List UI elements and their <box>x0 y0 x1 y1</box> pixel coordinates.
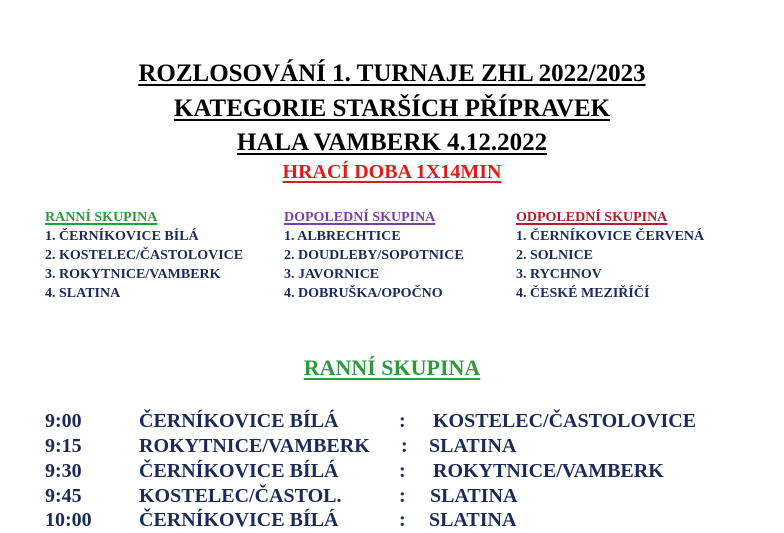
group-team: 1. ALBRECHTICE <box>284 229 401 244</box>
match-row <box>0 435 784 459</box>
match-separator: : <box>399 485 406 507</box>
match-time: 9:00 <box>45 410 82 432</box>
match-away: SLATINA <box>429 435 517 457</box>
title-line-2 <box>0 95 784 123</box>
match-away: ROKYTNICE/VAMBERK <box>433 460 664 482</box>
group-team: 2. DOUDLEBY/SOPOTNICE <box>284 248 464 263</box>
group-ranni <box>45 208 243 303</box>
match-time: 9:15 <box>45 435 82 457</box>
group-heading: RANNÍ SKUPINA <box>45 210 158 225</box>
match-row <box>0 509 784 533</box>
group-heading: DOPOLEDNÍ SKUPINA <box>284 210 436 225</box>
play-time-text: HRACÍ DOBA 1X14MIN <box>282 161 502 183</box>
group-team: 1. ČERNÍKOVICE BÍLÁ <box>45 229 199 244</box>
match-time: 9:30 <box>45 460 82 482</box>
title-text-1: ROZLOSOVÁNÍ 1. TURNAJE ZHL 2022/2023 <box>138 60 646 87</box>
schedule-heading-text: RANNÍ SKUPINA <box>303 355 481 380</box>
group-odpoledni <box>516 208 704 303</box>
group-team: 4. ČESKÉ MEZIŘÍČÍ <box>516 286 650 301</box>
match-separator: : <box>399 410 406 432</box>
match-separator: : <box>401 435 408 457</box>
match-home: ČERNÍKOVICE BÍLÁ <box>139 460 339 482</box>
group-team: 3. RYCHNOV <box>516 267 602 282</box>
group-team: 4. DOBRUŠKA/OPOČNO <box>284 286 443 301</box>
match-row <box>0 460 784 484</box>
match-time: 9:45 <box>45 485 82 507</box>
match-away: SLATINA <box>429 509 517 531</box>
match-away: SLATINA <box>430 485 518 507</box>
match-home: KOSTELEC/ČASTOL. <box>139 485 342 507</box>
title-text-3: HALA VAMBERK 4.12.2022 <box>236 129 548 156</box>
title-line-3 <box>0 129 784 157</box>
match-away: KOSTELEC/ČASTOLOVICE <box>433 410 697 432</box>
title-text-2: KATEGORIE STARŠÍCH PŘÍPRAVEK <box>173 95 611 122</box>
match-home: ČERNÍKOVICE BÍLÁ <box>139 509 339 531</box>
match-time: 10:00 <box>45 509 92 531</box>
title-line-1 <box>0 60 784 88</box>
group-team: 2. KOSTELEC/ČASTOLOVICE <box>45 248 244 263</box>
group-heading: ODPOLEDNÍ SKUPINA <box>516 210 668 225</box>
group-dopoledni <box>284 208 464 303</box>
match-home: ČERNÍKOVICE BÍLÁ <box>139 410 339 432</box>
match-row <box>0 485 784 509</box>
schedule-heading <box>0 355 784 381</box>
group-team: 3. ROKYTNICE/VAMBERK <box>45 267 221 282</box>
play-time-line <box>0 161 784 184</box>
match-separator: : <box>399 460 406 482</box>
group-team: 2. SOLNICE <box>516 248 594 263</box>
group-team: 4. SLATINA <box>45 286 121 301</box>
group-team: 3. JAVORNICE <box>284 267 380 282</box>
match-row <box>0 410 784 434</box>
match-separator: : <box>399 509 406 531</box>
group-team: 1. ČERNÍKOVICE ČERVENÁ <box>516 229 705 244</box>
match-home: ROKYTNICE/VAMBERK <box>139 435 370 457</box>
